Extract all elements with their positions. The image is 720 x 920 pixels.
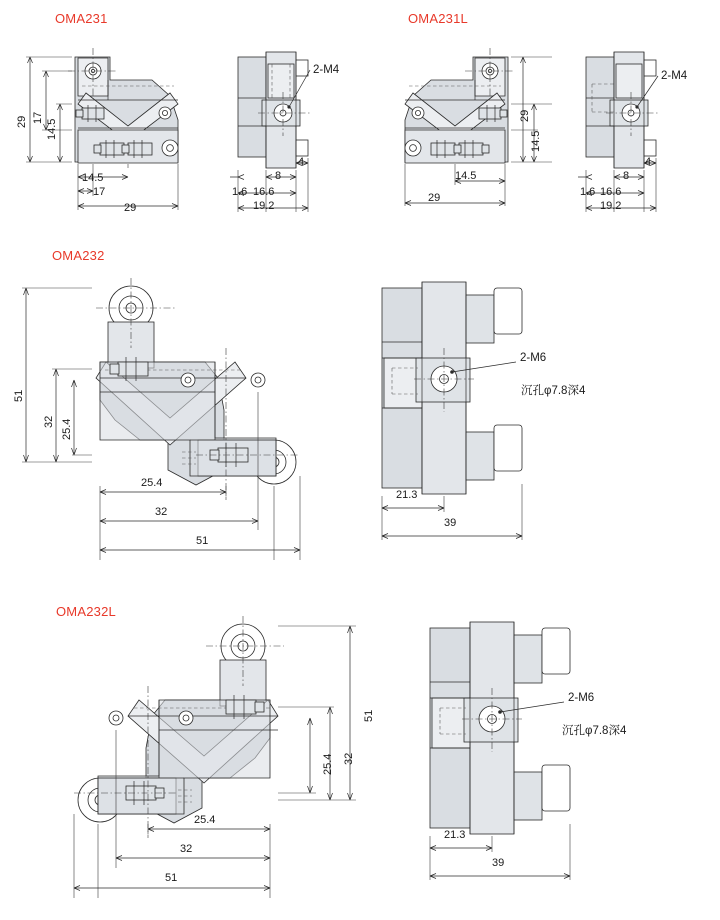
- dim-oma231-front-h-14-5: 14.5: [82, 172, 104, 184]
- dim-oma231-side-19-2: 19.2: [253, 200, 275, 212]
- dim-oma232-side-21-3: 21.3: [396, 489, 418, 501]
- dim-oma231-front-v-29: 29: [16, 115, 28, 128]
- view-label-oma232: OMA232: [52, 248, 105, 263]
- dim-oma232l-front-h-25-4: 25.4: [194, 814, 216, 826]
- dim-oma231-side-1-6: 1.6: [232, 186, 248, 198]
- dim-oma231-front-v-14-5: 14.5: [46, 118, 58, 140]
- note-oma232-counterbore: 沉孔φ7.8深4: [521, 385, 586, 397]
- view-label-oma231: OMA231: [55, 11, 108, 26]
- dim-oma232-front-v-25-4: 25.4: [61, 418, 73, 440]
- oma231l-front-geometry: [405, 48, 552, 206]
- oma232l-front-geometry: [74, 616, 356, 898]
- dim-oma232l-side-21-3: 21.3: [444, 829, 466, 841]
- dim-oma231l-side-4: 4: [645, 156, 652, 168]
- dim-oma232l-front-h-51: 51: [165, 872, 178, 884]
- note-oma232l-counterbore: 沉孔φ7.8深4: [562, 725, 627, 737]
- dim-oma232l-front-v-51: 51: [363, 709, 375, 722]
- callout-oma232l-2-m6: 2-M6: [568, 692, 595, 704]
- dim-oma232-front-h-32: 32: [155, 506, 168, 518]
- dim-oma232-front-h-25-4: 25.4: [141, 477, 163, 489]
- dim-oma231-side-4: 4: [298, 156, 305, 168]
- dim-oma232l-side-39: 39: [492, 857, 505, 869]
- dim-oma232l-front-v-32: 32: [343, 752, 355, 765]
- dim-oma232-front-v-32: 32: [43, 415, 55, 428]
- dim-oma231-side-8: 8: [275, 170, 282, 182]
- dim-oma231-front-h-29: 29: [124, 202, 137, 214]
- dim-oma231l-side-8: 8: [623, 170, 630, 182]
- dim-oma231l-front-v-14-5: 14.5: [530, 130, 542, 152]
- callout-oma232-2-m6: 2-M6: [520, 352, 547, 364]
- dim-oma231l-front-v-29: 29: [519, 109, 531, 122]
- dim-oma232-front-v-51: 51: [13, 389, 25, 402]
- dim-oma231-front-h-17: 17: [93, 186, 106, 198]
- dim-oma232l-front-v-25-4: 25.4: [322, 753, 334, 775]
- callout-oma231l-2-m4: 2-M4: [661, 70, 688, 82]
- dim-oma231l-front-h-14-5: 14.5: [455, 170, 477, 182]
- dim-oma231l-side-16-6: 16.6: [600, 186, 622, 198]
- dim-oma231-side-16-6: 16.6: [253, 186, 275, 198]
- dim-oma232l-front-h-32: 32: [180, 843, 193, 855]
- dim-oma231l-front-h-29: 29: [428, 192, 441, 204]
- dim-oma232-front-h-51: 51: [196, 535, 209, 547]
- view-label-oma231l: OMA231L: [408, 11, 468, 26]
- dim-oma232-side-39: 39: [444, 517, 457, 529]
- oma232-side-geometry: [382, 282, 522, 540]
- view-label-oma232l: OMA232L: [56, 604, 116, 619]
- oma232l-side-geometry: [430, 622, 570, 880]
- dim-oma231l-side-19-2: 19.2: [600, 200, 622, 212]
- dim-oma231-front-v-17: 17: [32, 111, 44, 124]
- dim-oma231l-side-1-6: 1.6: [580, 186, 596, 198]
- callout-oma231-2-m4: 2-M4: [313, 64, 340, 76]
